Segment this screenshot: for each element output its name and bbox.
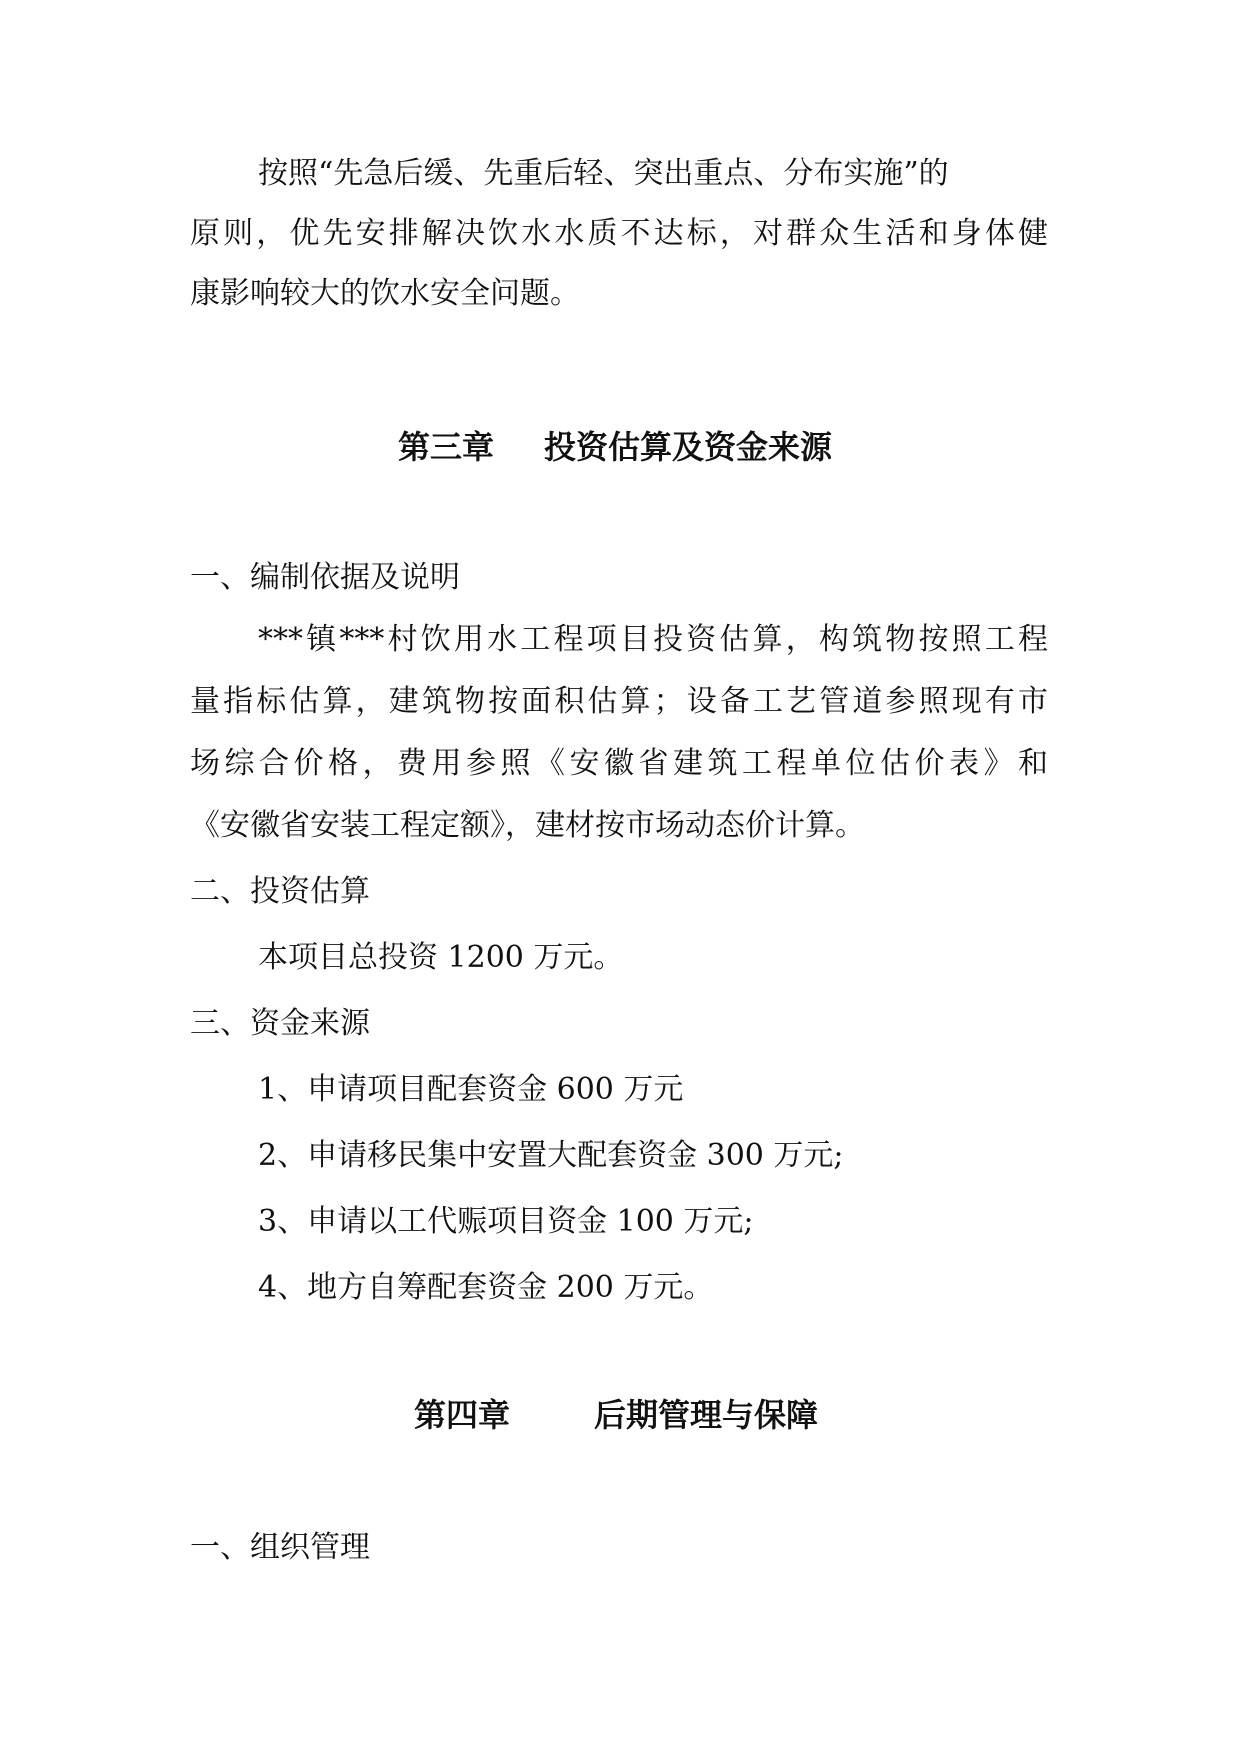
investment-total: 本项目总投资 1200 万元。 xyxy=(258,940,624,975)
intro-line-3: 康影响较大的饮水安全问题。 xyxy=(190,276,580,311)
funding-item: 2、申请移民集中安置大配套资金 300 万元; xyxy=(258,1138,844,1173)
section-heading: 三、资金来源 xyxy=(190,1006,370,1041)
section-heading: 一、编制依据及说明 xyxy=(190,560,460,595)
chapter3-number: 第三章 xyxy=(398,428,495,466)
section1-line-3: 场综合价格，费用参照《安徽省建筑工程单位估价表》和 xyxy=(190,746,1048,781)
section1-line-2: 量指标估算，建筑物按面积估算；设备工艺管道参照现有市 xyxy=(190,684,1048,719)
funding-item: 1、申请项目配套资金 600 万元 xyxy=(258,1072,684,1107)
chapter3-title: 投资估算及资金来源 xyxy=(544,428,833,466)
intro-line-2: 原则，优先安排解决饮水水质不达标，对群众生活和身体健 xyxy=(190,216,1048,251)
chapter4-number: 第四章 xyxy=(414,1396,511,1434)
funding-item: 4、地方自筹配套资金 200 万元。 xyxy=(258,1270,714,1305)
section-heading: 一、组织管理 xyxy=(190,1530,370,1565)
funding-item: 3、申请以工代赈项目资金 100 万元; xyxy=(258,1204,754,1239)
section-heading: 二、投资估算 xyxy=(190,874,370,909)
chapter4-title: 后期管理与保障 xyxy=(594,1396,819,1434)
intro-line-1: 按照“先急后缓、先重后轻、突出重点、分布实施”的 xyxy=(258,156,949,191)
section1-line-4: 《安徽省安装工程定额》，建材按市场动态价计算。 xyxy=(190,808,865,843)
section1-line-1: ***镇***村饮用水工程项目投资估算，构筑物按照工程 xyxy=(258,622,1048,657)
